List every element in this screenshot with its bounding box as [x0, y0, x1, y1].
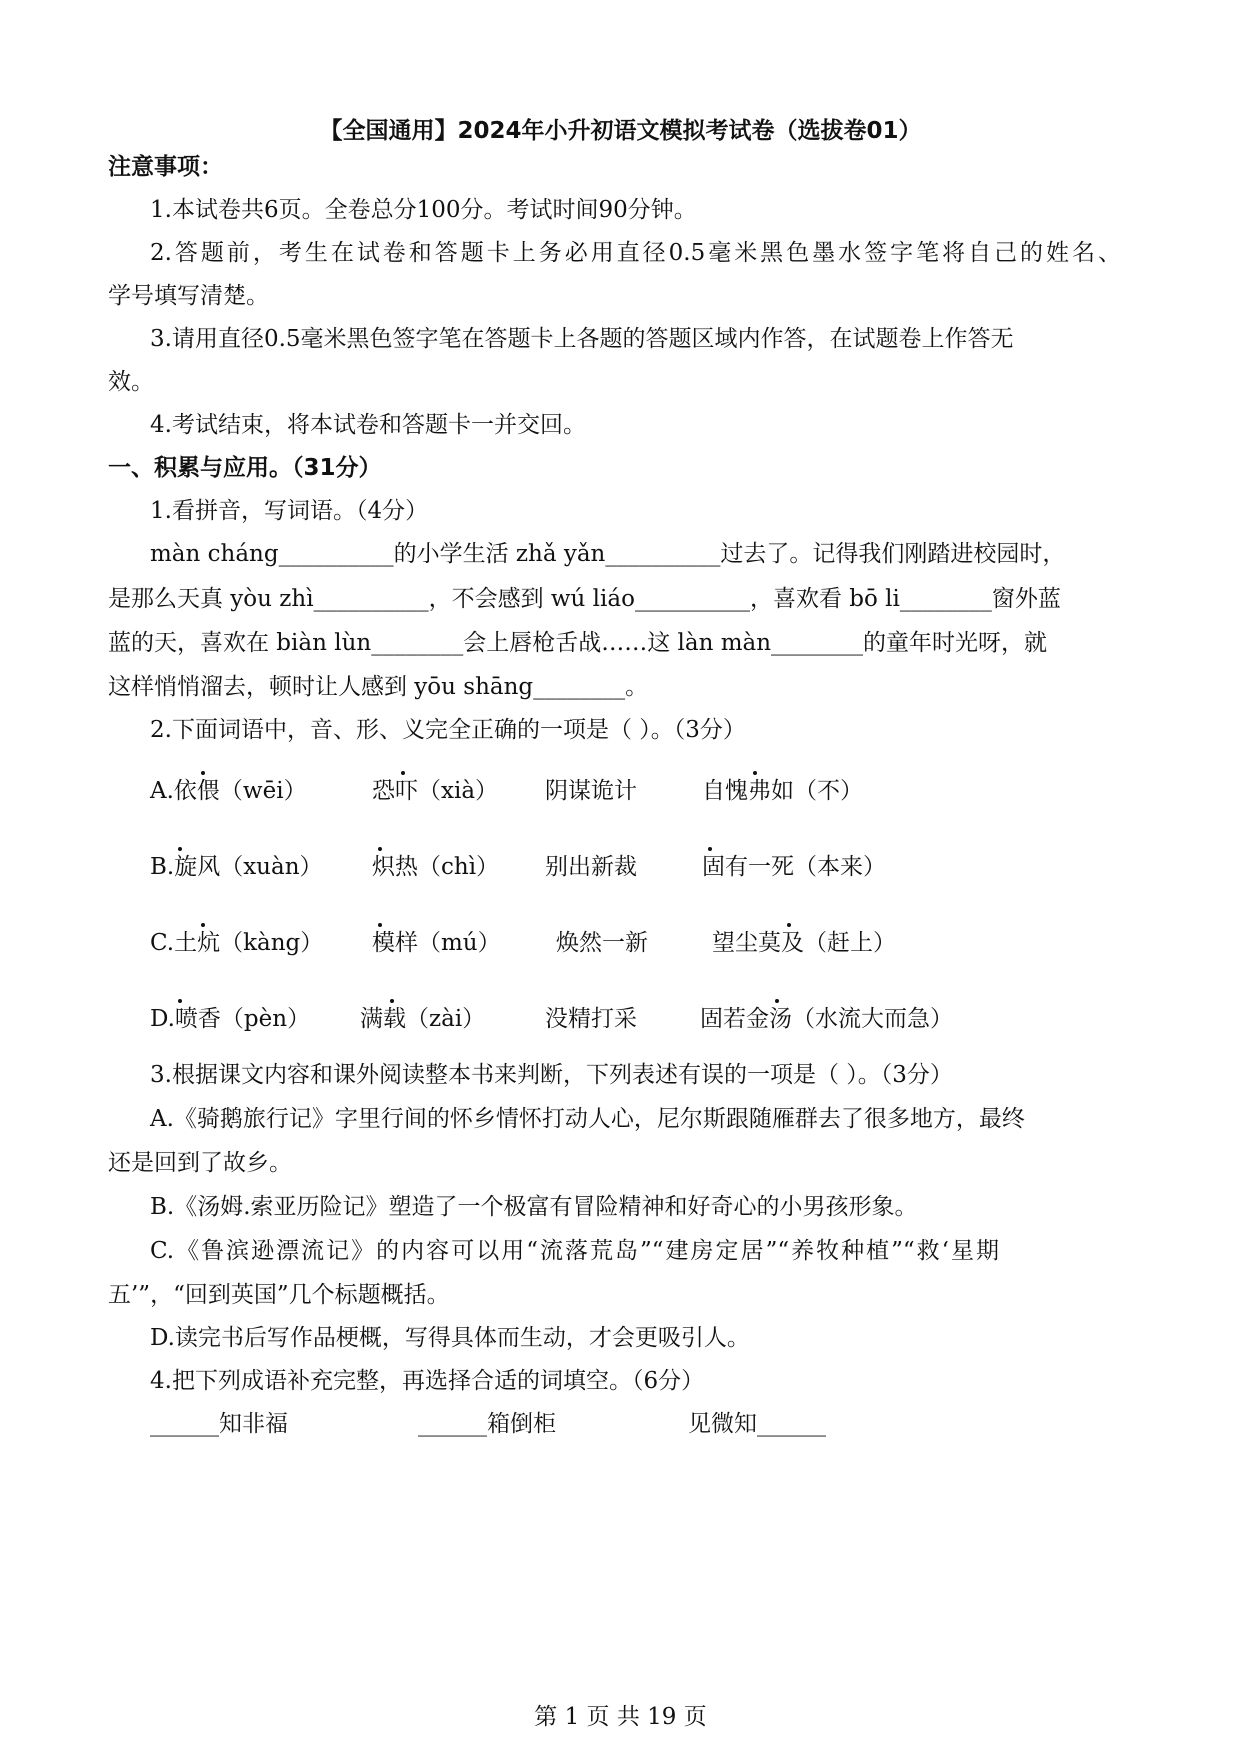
q2-option-c-word-3: 焕然一新 — [556, 930, 648, 956]
q2-option-d-word-1: D.喷香（pèn） — [150, 1006, 311, 1032]
note-2-line-2: 学号填写清楚。 — [108, 283, 269, 309]
note-1: 1.本试卷共6页。全卷总分100分。考试时间90分钟。 — [150, 197, 697, 223]
emphasis-dot — [390, 999, 394, 1003]
q2-option-d-word-3: 没精打采 — [545, 1006, 637, 1032]
note-4: 4.考试结束，将本试卷和答题卡一并交回。 — [150, 412, 586, 438]
emphasis-dot — [378, 923, 382, 927]
q3-option-b: B.《汤姆.索亚历险记》塑造了一个极富有冒险精神和好奇心的小男孩形象。 — [150, 1194, 918, 1220]
q1-line-4: 这样悄悄溜去，顿时让人感到 yōu shāng________。 — [108, 674, 649, 700]
q3-option-a-line-1: A.《骑鹅旅行记》字里行间的怀乡情怀打动人心，尼尔斯跟随雁群去了很多地方，最终 — [150, 1106, 1025, 1132]
q2-option-b-word-1: B.旋风（xuàn） — [150, 854, 323, 880]
q3-option-a-line-2: 还是回到了故乡。 — [108, 1150, 292, 1176]
emphasis-dot — [401, 771, 405, 775]
q1-line-1: màn cháng__________的小学生活 zhǎ yǎn__________过去了。记得我们刚踏进校园时， — [150, 541, 1066, 567]
q1-stem: 1.看拼音，写词语。（4分） — [150, 498, 429, 524]
q2-option-a-word-2: 恐吓（xià） — [372, 778, 499, 804]
q2-stem: 2.下面词语中，音、形、义完全正确的一项是（ ）。（3分） — [150, 717, 746, 743]
emphasis-dot — [775, 999, 779, 1003]
q2-option-b-word-4: 固有一死（本来） — [702, 854, 886, 880]
q3-stem: 3.根据课文内容和课外阅读整本书来判断，下列表述有误的一项是（ ）。（3分） — [150, 1062, 953, 1088]
emphasis-dot — [201, 771, 205, 775]
q2-option-d-word-4: 固若金汤（水流大而急） — [700, 1006, 953, 1032]
q2-option-c-word-1: C.土炕（kàng） — [150, 930, 324, 956]
q2-option-a-word-4: 自愧弗如（不） — [702, 778, 863, 804]
emphasis-dot — [787, 923, 791, 927]
q2-option-a-word-1: A.依偎（wēi） — [150, 778, 307, 804]
note-3-line-2: 效。 — [108, 369, 154, 395]
q2-option-b-word-3: 别出新裁 — [545, 854, 637, 880]
q2-option-a-word-3: 阴谋诡计 — [545, 778, 637, 804]
emphasis-dot — [753, 771, 757, 775]
emphasis-dot — [708, 847, 712, 851]
q4-idiom-1: ______知非福 — [150, 1411, 288, 1437]
note-2-line-1: 2.答题前，考生在试卷和答题卡上务必用直径0.5毫米黑色墨水签字笔将自己的姓名、 — [150, 240, 1121, 266]
q3-option-d: D.读完书后写作品梗概，写得具体而生动，才会更吸引人。 — [150, 1325, 750, 1351]
note-3-line-1: 3.请用直径0.5毫米黑色签字笔在答题卡上各题的答题区域内作答，在试题卷上作答无 — [150, 326, 1014, 352]
q3-option-c-line-1: C.《鲁滨逊漂流记》的内容可以用“流落荒岛”“建房定居”“养牧种植”“救‘星期 — [150, 1238, 999, 1264]
emphasis-dot — [378, 847, 382, 851]
q2-option-b-word-2: 炽热（chì） — [372, 854, 500, 880]
emphasis-dot — [178, 999, 182, 1003]
q4-stem: 4.把下列成语补充完整，再选择合适的词填空。（6分） — [150, 1368, 705, 1394]
q2-option-d-word-2: 满载（zài） — [360, 1006, 486, 1032]
page-footer: 第 1 页 共 19 页 — [534, 1704, 707, 1730]
exam-title: 【全国通用】2024年小升初语文模拟考试卷（选拔卷01） — [319, 118, 922, 144]
section-1-heading: 一、积累与应用。（31分） — [108, 455, 382, 481]
q2-option-c-word-4: 望尘莫及（赶上） — [712, 930, 896, 956]
q3-option-c-line-2: 五’”，“回到英国”几个标题概括。 — [108, 1282, 450, 1308]
emphasis-dot — [178, 847, 182, 851]
q2-option-c-word-2: 模样（mú） — [372, 930, 501, 956]
q1-line-3: 蓝的天，喜欢在 biàn lùn________会上唇枪舌战……这 làn màn________的童年时光呀，就 — [108, 630, 1048, 656]
q4-idiom-2: ______箱倒柜 — [418, 1411, 556, 1437]
q4-idiom-3: 见微知______ — [688, 1411, 826, 1437]
q1-line-2: 是那么天真 yòu zhì__________，不会感到 wú liáo__________，喜欢看 bō li________窗外蓝 — [108, 586, 1061, 612]
notes-heading: 注意事项： — [108, 154, 223, 180]
emphasis-dot — [201, 923, 205, 927]
